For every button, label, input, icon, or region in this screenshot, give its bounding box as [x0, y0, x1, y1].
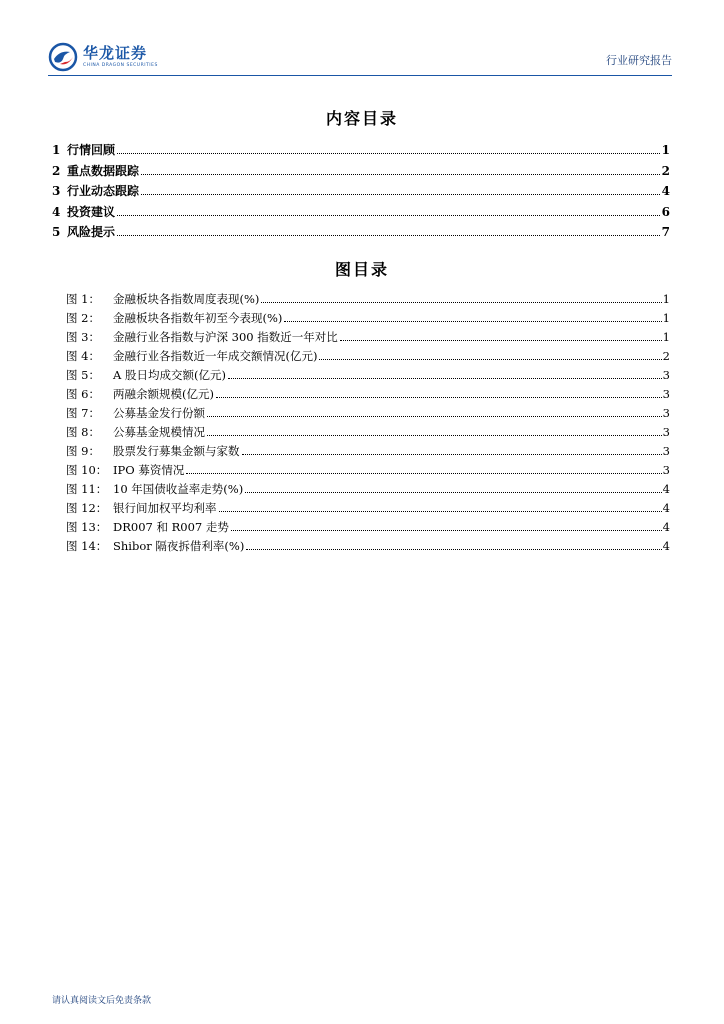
figure-entry-page: 4 — [662, 520, 670, 534]
toc-entry-label: 风险提示 — [67, 225, 116, 239]
toc-entry[interactable] — [52, 203, 670, 224]
figure-entry[interactable] — [66, 367, 670, 386]
dot-leader — [246, 549, 661, 550]
toc-entry-number: 3 — [52, 184, 61, 198]
figure-entry-page: 4 — [662, 482, 670, 496]
toc-entry-number: 5 — [52, 225, 61, 239]
figure-entry-number: 图 4： — [66, 349, 100, 363]
logo-chinese-text: 华龙证券 — [83, 43, 148, 62]
figure-entry-label: 金融板块各指数年初至今表现(%) — [113, 311, 283, 325]
figure-entry-label: Shibor 隔夜拆借利率(%) — [113, 539, 245, 553]
figure-entry-label: 银行间加权平均利率 — [113, 501, 217, 515]
figure-entry[interactable] — [66, 291, 670, 310]
figure-entry[interactable] — [66, 481, 670, 500]
toc-title: 内容目录 — [325, 109, 398, 128]
dot-leader — [219, 511, 662, 512]
toc-entry-page: 2 — [661, 163, 670, 178]
figure-entry[interactable] — [66, 443, 670, 462]
toc-entry[interactable] — [52, 182, 670, 203]
figure-entry[interactable] — [66, 386, 670, 405]
dot-leader — [117, 215, 660, 216]
toc-entry[interactable] — [52, 141, 670, 162]
figure-entry[interactable] — [66, 538, 670, 557]
figure-entry-page: 3 — [662, 463, 670, 477]
toc-entry[interactable] — [52, 162, 670, 183]
figure-entry-page: 1 — [662, 311, 670, 325]
figure-entry-label: 金融行业各指数与沪深 300 指数近一年对比 — [113, 330, 338, 344]
toc-entry-page: 7 — [661, 225, 670, 239]
toc-entry-label: 投资建议 — [67, 204, 116, 219]
figure-entry[interactable] — [66, 519, 670, 538]
toc-entry-number: 2 — [52, 163, 61, 178]
dot-leader — [117, 235, 660, 236]
figure-entry-label: 公募基金发行份额 — [113, 406, 205, 420]
dot-leader — [319, 359, 661, 360]
figure-entry[interactable] — [66, 310, 670, 329]
figure-entry-number: 图 1： — [66, 292, 100, 306]
report-type-label: 行业研究报告 — [606, 54, 672, 67]
dot-leader — [284, 321, 661, 322]
figure-entry-label: 10 年国债收益率走势(%) — [113, 482, 244, 496]
toc-entry-label: 行业动态跟踪 — [67, 184, 140, 198]
figure-entry-label: 金融行业各指数近一年成交额情况(亿元) — [113, 349, 318, 363]
figure-entry[interactable] — [66, 500, 670, 519]
figure-entry-page: 4 — [662, 539, 670, 553]
figure-entry-page: 1 — [662, 330, 670, 344]
table-of-contents — [52, 141, 670, 244]
figure-list — [66, 291, 670, 557]
figure-entry-label: 公募基金规模情况 — [113, 425, 205, 439]
figure-entry-number: 图 6： — [66, 387, 100, 401]
dot-leader — [207, 435, 662, 436]
figure-entry-number: 图 5： — [66, 368, 100, 382]
figure-entry-page: 3 — [662, 368, 670, 382]
dot-leader — [245, 492, 661, 493]
figure-entry[interactable] — [66, 405, 670, 424]
dot-leader — [261, 302, 661, 303]
toc-entry-page: 6 — [661, 204, 670, 219]
figure-entry-label: 两融余额规模(亿元) — [113, 387, 214, 401]
dot-leader — [216, 397, 662, 398]
footer-disclaimer: 请认真阅读文后免责条款 — [52, 996, 152, 1006]
page-header — [48, 42, 672, 72]
toc-entry[interactable] — [52, 223, 670, 244]
figure-entry-number: 图 14： — [66, 539, 108, 553]
figure-entry[interactable] — [66, 424, 670, 443]
dot-leader — [340, 340, 662, 341]
dot-leader — [242, 454, 662, 455]
figure-entry-page: 3 — [662, 387, 670, 401]
figure-entry-page: 4 — [662, 501, 670, 515]
toc-entry-label: 行情回顾 — [67, 143, 116, 157]
figure-entry-number: 图 13： — [66, 520, 108, 534]
company-logo — [48, 42, 158, 72]
figure-entry-page: 3 — [662, 406, 670, 420]
figure-entry-number: 图 8： — [66, 425, 100, 439]
dot-leader — [117, 153, 660, 154]
figure-entry-label: 股票发行募集金额与家数 — [113, 444, 240, 458]
figure-entry-number: 图 11： — [66, 482, 108, 496]
figure-entry-number: 图 12： — [66, 501, 108, 515]
figure-entry-label: A 股日均成交额(亿元) — [113, 368, 226, 382]
dot-leader — [141, 194, 660, 195]
figure-entry[interactable] — [66, 462, 670, 481]
figure-entry-number: 图 2： — [66, 311, 100, 325]
figure-list-title: 图目录 — [334, 260, 389, 279]
logo-english-text: CHINA DRAGON SECURITIES — [83, 62, 158, 68]
figure-entry-page: 3 — [662, 425, 670, 439]
figure-entry[interactable] — [66, 329, 670, 348]
figure-entry-label: IPO 募资情况 — [113, 463, 185, 477]
figure-entry-page: 3 — [662, 444, 670, 458]
figure-entry-number: 图 10： — [66, 463, 108, 477]
dot-leader — [231, 530, 662, 531]
dot-leader — [228, 378, 662, 379]
dot-leader — [207, 416, 662, 417]
toc-entry-page: 1 — [661, 143, 670, 157]
toc-entry-number: 4 — [52, 204, 61, 219]
dot-leader — [186, 473, 661, 474]
toc-entry-page: 4 — [661, 184, 670, 198]
figure-entry-label: 金融板块各指数周度表现(%) — [113, 292, 260, 306]
figure-entry-number: 图 3： — [66, 330, 100, 344]
dot-leader — [141, 174, 660, 175]
dragon-logo-icon — [48, 42, 78, 72]
figure-entry-number: 图 9： — [66, 444, 100, 458]
figure-entry-label: DR007 和 R007 走势 — [113, 520, 229, 534]
toc-entry-number: 1 — [52, 143, 61, 157]
toc-entry-label: 重点数据跟踪 — [67, 163, 140, 178]
figure-entry-page: 2 — [662, 349, 670, 363]
figure-entry-page: 1 — [662, 292, 670, 306]
figure-entry[interactable] — [66, 348, 670, 367]
figure-entry-number: 图 7： — [66, 406, 100, 420]
header-divider — [48, 75, 672, 76]
